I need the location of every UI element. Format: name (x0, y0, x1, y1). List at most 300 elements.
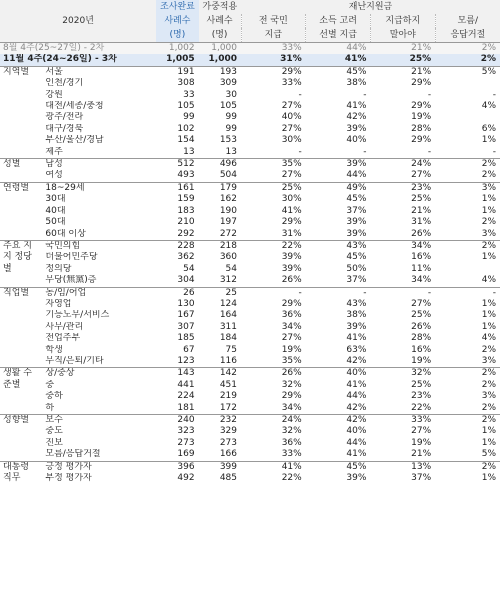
opt1-cell: - (298, 146, 302, 157)
opt1-cell: - (241, 287, 306, 299)
n2-cell: 124 (219, 298, 237, 309)
n2-cell: 172 (219, 402, 237, 413)
table-row (0, 112, 500, 123)
opt1-cell: 36% (281, 310, 302, 321)
opt3-cell: 16% (411, 344, 432, 355)
opt1-cell: 27% (281, 170, 302, 181)
opt1-cell: 32% (281, 426, 302, 437)
opt1-cell: 31% (281, 228, 302, 239)
opt1-cell: 35% (281, 355, 302, 366)
opt4-cell: 3% (435, 182, 500, 194)
opt4-cell: 6% (481, 123, 496, 134)
opt4-cell: 2% (481, 379, 496, 390)
n2-cell: 485 (219, 473, 237, 484)
opt3-cell: 31% (411, 217, 432, 228)
opt4-header (435, 14, 500, 43)
opt3-cell: 19% (411, 355, 432, 366)
opt2-cell: - (363, 146, 367, 157)
prev-label: 8월 4주(25~27일) - 2차 (0, 43, 156, 55)
opt4-cell: 2% (481, 170, 496, 181)
n1-cell: 185 (177, 333, 195, 344)
n2-cell: 142 (199, 368, 241, 380)
opt2-cell: 37% (346, 205, 367, 216)
table-row (0, 240, 500, 252)
n1-cell: 102 (177, 123, 195, 134)
n1-cell: 210 (177, 217, 195, 228)
table-row (0, 380, 500, 391)
table-row (0, 182, 500, 194)
opt4-cell: 2% (435, 159, 500, 171)
table-row (0, 426, 500, 437)
n1-cell: 33 (183, 89, 195, 100)
opt3-cell: - (427, 146, 432, 157)
row-label: 무당(無黨)층 (45, 275, 97, 286)
row-label: 30대 (45, 194, 66, 205)
n1-cell: 143 (156, 368, 198, 380)
n2-cell: 162 (219, 194, 237, 205)
opt3-cell: 24% (370, 159, 435, 171)
opt2-cell: 42% (346, 402, 367, 413)
row-label: 40대 (45, 205, 66, 216)
opt3-cell: 13% (370, 461, 435, 473)
opt2-cell: 41% (346, 379, 367, 390)
opt4-cell: 2% (435, 240, 500, 252)
opt2-cell: 40% (346, 135, 367, 146)
curr-v2: 25% (370, 54, 435, 66)
curr-row (0, 54, 500, 66)
curr-label: 11월 4주(24~26일) - 3차 (0, 54, 156, 66)
n1-cell: 396 (156, 461, 198, 473)
row-label: 남성 (42, 159, 156, 171)
opt4-cell: - (435, 287, 500, 299)
opt4-cell: 1% (481, 310, 496, 321)
opt3-cell: 26% (411, 321, 432, 332)
row-label: 중하 (45, 391, 63, 402)
table-row (0, 206, 500, 217)
n1-cell: 54 (183, 263, 195, 274)
row-label: 진보 (45, 437, 63, 448)
opt1-cell: 41% (241, 461, 306, 473)
opt3-cell: - (427, 89, 432, 100)
opt4-cell (435, 112, 500, 123)
n2-cell: 197 (219, 217, 237, 228)
unit-header-2: (명) (199, 28, 241, 43)
opt3-cell: 25% (411, 194, 432, 205)
prev-n1: 1,002 (156, 43, 198, 55)
opt3-cell: 21% (411, 205, 432, 216)
opt2-cell: 42% (346, 355, 367, 366)
opt4-cell: 1% (481, 473, 496, 484)
opt1-cell: 35% (241, 159, 306, 171)
opt3-header (370, 14, 435, 43)
opt3-cell: - (370, 287, 435, 299)
opt2-header (306, 14, 371, 43)
n1-cell: 441 (177, 379, 195, 390)
n2-cell: 25 (199, 287, 241, 299)
opt1-cell: 22% (241, 240, 306, 252)
n1-cell: 159 (177, 194, 195, 205)
row-label: 긍정 평가자 (42, 461, 156, 473)
row-label: 무직/은퇴/기타 (45, 355, 104, 366)
opt4-cell: 4% (481, 275, 496, 286)
opt2-cell: 44% (346, 170, 367, 181)
n2-cell: 272 (219, 228, 237, 239)
n2-cell: 190 (219, 205, 237, 216)
table-row (0, 147, 500, 159)
n2-cell: 451 (219, 379, 237, 390)
opt1-cell: 29% (281, 217, 302, 228)
opt3-cell: 34% (370, 240, 435, 252)
row-label: 사무/관리 (45, 321, 84, 332)
opt4-cell: 1% (481, 252, 496, 263)
n1-cell: 224 (177, 391, 195, 402)
row-label: 학생 (45, 344, 63, 355)
opt2-cell: 39% (346, 123, 367, 134)
opt3-cell: 23% (411, 391, 432, 402)
opt2-cell: 40% (306, 368, 371, 380)
group-label: 연령별 (0, 182, 42, 240)
n2-cell: 329 (219, 426, 237, 437)
opt2-cell: 45% (346, 194, 367, 205)
opt4-cell: - (492, 146, 496, 157)
n1-cell: 26 (156, 287, 198, 299)
opt3-cell: 21% (411, 449, 432, 460)
n2-cell: 75 (225, 344, 237, 355)
n2-cell: 99 (225, 123, 237, 134)
opt2-cell: 38% (346, 78, 367, 89)
group-label: 성향별 (0, 415, 42, 462)
opt4-cell: 1% (481, 321, 496, 332)
table-row (0, 135, 500, 146)
n2-cell: 496 (199, 159, 241, 171)
opt4-cell: 5% (435, 66, 500, 78)
opt4-cell: 1% (481, 437, 496, 448)
opt3-cell: 29% (411, 135, 432, 146)
group-label: 지역별 (0, 66, 42, 158)
row-label: 농/임/어업 (42, 287, 156, 299)
n1-cell: 67 (183, 344, 195, 355)
n2-cell: 179 (199, 182, 241, 194)
table-row (0, 90, 500, 101)
opt1-cell: 34% (281, 402, 302, 413)
group-label: 성별 (0, 159, 42, 183)
table-row (0, 66, 500, 78)
opt4-cell: 4% (481, 333, 496, 344)
n2-cell: 30 (225, 89, 237, 100)
opt1-cell: 19% (281, 344, 302, 355)
opt1-line2: 지급 (264, 30, 283, 40)
opt2-cell: 45% (306, 461, 371, 473)
n1-cell: 493 (177, 170, 195, 181)
opt4-cell: 2% (481, 344, 496, 355)
n2-cell: 232 (199, 415, 241, 427)
table-row (0, 194, 500, 205)
opt3-cell: 28% (411, 333, 432, 344)
opt4-cell (435, 264, 500, 275)
group-label: 생활 수준별 (0, 368, 42, 415)
opt1-cell: 22% (281, 473, 302, 484)
row-label: 인천/경기 (45, 78, 84, 89)
opt4-line2: 응답거절 (450, 30, 486, 40)
opt2-cell: 41% (346, 333, 367, 344)
row-label: 전업주부 (45, 333, 81, 344)
n2-cell: 166 (219, 449, 237, 460)
table-row (0, 217, 500, 228)
table-row (0, 438, 500, 449)
row-label: 보수 (42, 415, 156, 427)
n1-cell: 240 (156, 415, 198, 427)
n2-cell: 504 (219, 170, 237, 181)
n2-cell: 218 (199, 240, 241, 252)
row-label: 기능노무/서비스 (45, 310, 110, 321)
opt1-cell: - (298, 89, 302, 100)
table-row (0, 345, 500, 356)
n2-cell: 153 (219, 135, 237, 146)
opt2-cell: 39% (306, 159, 371, 171)
n2-cell: 54 (225, 263, 237, 274)
n1-cell: 105 (177, 101, 195, 112)
row-label: 대구/경북 (45, 123, 84, 134)
n2-cell: 105 (219, 101, 237, 112)
table-row (0, 356, 500, 368)
opt3-cell: 25% (411, 379, 432, 390)
opt1-cell: 27% (281, 333, 302, 344)
n1-cell: 181 (177, 402, 195, 413)
opt3-cell: 33% (370, 415, 435, 427)
opt2-cell: - (306, 287, 371, 299)
opt4-cell: 4% (481, 101, 496, 112)
opt3-cell: 27% (411, 426, 432, 437)
table-row (0, 264, 500, 275)
opt3-line2: 말아야 (389, 30, 416, 40)
n1-cell: 492 (177, 473, 195, 484)
row-label: 50대 (45, 217, 66, 228)
opt1-cell: 33% (281, 449, 302, 460)
opt4-cell: 1% (481, 135, 496, 146)
opt1-cell: 24% (241, 415, 306, 427)
opt2-cell: 39% (346, 473, 367, 484)
n1-cell: 99 (183, 112, 195, 123)
opt4-cell: 1% (481, 426, 496, 437)
prev-row (0, 43, 500, 55)
prev-v3: 2% (435, 43, 500, 55)
opt2-cell: 42% (346, 112, 367, 123)
n2-cell: 184 (219, 333, 237, 344)
opt3-cell: 37% (411, 473, 432, 484)
n1-cell: 130 (177, 298, 195, 309)
n2-cell: 399 (199, 461, 241, 473)
table-row (0, 287, 500, 299)
table-row (0, 403, 500, 415)
opt3-cell: 25% (411, 310, 432, 321)
opt4-cell: 2% (435, 461, 500, 473)
opt1-cell: 29% (281, 391, 302, 402)
table-row (0, 449, 500, 461)
n2-cell: 360 (219, 252, 237, 263)
table-row (0, 299, 500, 310)
relief-title: 재난지원금 (241, 0, 500, 14)
opt3-cell: 27% (411, 170, 432, 181)
opt1-cell: 26% (281, 275, 302, 286)
n1-cell: 307 (177, 321, 195, 332)
n2-cell: 219 (219, 391, 237, 402)
row-label: 모름/응답거절 (45, 449, 101, 460)
opt4-cell: 2% (435, 415, 500, 427)
table-row (0, 170, 500, 182)
n1-cell: 183 (177, 205, 195, 216)
opt2-cell: 43% (306, 240, 371, 252)
row-label: 60대 이상 (45, 228, 86, 239)
table-row (0, 368, 500, 380)
table-row (0, 322, 500, 333)
row-label: 서울 (42, 66, 156, 78)
opt2-line2: 선별 지급 (319, 30, 357, 40)
table-row (0, 310, 500, 321)
n1-cell: 512 (156, 159, 198, 171)
opt1-cell: 30% (281, 135, 302, 146)
opt1-cell: 27% (281, 101, 302, 112)
row-label: 부산/울산/경남 (45, 135, 104, 146)
opt2-cell: 43% (346, 298, 367, 309)
opt1-line1: 전 국민 (258, 16, 288, 26)
opt2-cell: 38% (346, 310, 367, 321)
n2-cell: 164 (219, 310, 237, 321)
table-row (0, 78, 500, 89)
opt3-cell: 32% (370, 368, 435, 380)
opt4-cell: 1% (481, 298, 496, 309)
opt2-cell: 44% (346, 437, 367, 448)
opt4-cell: 3% (481, 355, 496, 366)
opt3-cell: 28% (411, 123, 432, 134)
n1-cell: 154 (177, 135, 195, 146)
row-label: 광주/전라 (45, 112, 84, 123)
n1-cell: 123 (177, 355, 195, 366)
opt3-cell: 11% (411, 263, 432, 274)
row-label: 제주 (45, 146, 63, 157)
opt1-cell: 25% (241, 182, 306, 194)
opt1-cell: 33% (281, 78, 302, 89)
curr-n1: 1,005 (156, 54, 198, 66)
opt4-cell: 2% (481, 217, 496, 228)
table-row (0, 101, 500, 112)
opt1-cell: 30% (281, 194, 302, 205)
n1-cell: 292 (177, 228, 195, 239)
opt1-cell: 41% (281, 205, 302, 216)
n1-cell: 273 (177, 437, 195, 448)
row-label: 자영업 (45, 298, 72, 309)
opt4-cell: 3% (481, 391, 496, 402)
n1-cell: 323 (177, 426, 195, 437)
opt1-cell: 40% (281, 112, 302, 123)
opt4-cell: 5% (481, 449, 496, 460)
opt2-cell: 39% (346, 321, 367, 332)
prev-v1: 44% (306, 43, 371, 55)
opt3-cell: 19% (411, 437, 432, 448)
n1-cell: 191 (156, 66, 198, 78)
n2-cell: 116 (219, 355, 237, 366)
opt2-cell: 45% (306, 66, 371, 78)
opt3-cell: 16% (411, 252, 432, 263)
n1-cell: 228 (156, 240, 198, 252)
table-row (0, 415, 500, 427)
row-label: 대전/세종/충청 (45, 101, 104, 112)
row-label: 중도 (45, 426, 63, 437)
opt3-cell: 29% (411, 101, 432, 112)
table-row (0, 229, 500, 241)
weighted-header: 가중적용 (199, 0, 241, 14)
opt3-cell: 29% (411, 78, 432, 89)
table-row (0, 124, 500, 135)
row-label: 더불어민주당 (45, 252, 98, 263)
opt3-cell: 22% (411, 402, 432, 413)
curr-n2: 1,000 (199, 54, 241, 66)
opt3-cell: 26% (411, 228, 432, 239)
n2-cell: 193 (199, 66, 241, 78)
table-row (0, 159, 500, 171)
opt4-cell (435, 78, 500, 89)
row-label: 하 (45, 402, 55, 413)
table-row (0, 391, 500, 402)
n2-cell: 309 (219, 78, 237, 89)
n1-cell: 304 (177, 275, 195, 286)
row-label: 중 (45, 379, 55, 390)
opt4-cell: 1% (481, 194, 496, 205)
opt2-line1: 소득 고려 (319, 16, 357, 26)
n2-cell: 13 (225, 146, 237, 157)
group-label: 주요 지지 정당별 (0, 240, 42, 287)
sample-header-2: 사례수 (199, 14, 241, 28)
row-label: 정의당 (45, 263, 72, 274)
table-row (0, 473, 500, 484)
curr-v3: 2% (435, 54, 500, 66)
opt4-cell: 2% (435, 368, 500, 380)
opt2-cell: - (363, 89, 367, 100)
opt2-cell: 44% (346, 391, 367, 402)
unit-header-1: (명) (156, 28, 198, 43)
n1-cell: 167 (177, 310, 195, 321)
opt2-cell: 50% (346, 263, 367, 274)
opt1-cell: 29% (241, 66, 306, 78)
row-label: 국민의힘 (42, 240, 156, 252)
survey-done-header: 조사완료 (156, 0, 198, 14)
opt1-cell: 29% (281, 298, 302, 309)
n1-cell: 362 (177, 252, 195, 263)
n1-cell: 308 (177, 78, 195, 89)
opt2-cell: 45% (346, 252, 367, 263)
year-header: 2020년 (0, 0, 156, 43)
opt2-cell: 37% (346, 275, 367, 286)
opt4-cell: 1% (481, 205, 496, 216)
opt2-cell: 49% (306, 182, 371, 194)
opt3-cell: 27% (411, 298, 432, 309)
opt4-cell: - (492, 89, 496, 100)
opt1-cell: 39% (281, 252, 302, 263)
prev-v0: 33% (241, 43, 306, 55)
n1-cell: 169 (177, 449, 195, 460)
opt2-cell: 63% (346, 344, 367, 355)
curr-v0: 31% (241, 54, 306, 66)
opt1-cell: 36% (281, 437, 302, 448)
opt1-cell: 32% (281, 379, 302, 390)
opt4-line1: 모름/ (457, 16, 479, 26)
opt1-header (241, 14, 306, 43)
n2-cell: 99 (225, 112, 237, 123)
opt2-cell: 39% (346, 228, 367, 239)
opt1-cell: 26% (241, 368, 306, 380)
n2-cell: 311 (219, 321, 237, 332)
row-label: 강원 (45, 89, 63, 100)
n2-cell: 273 (219, 437, 237, 448)
